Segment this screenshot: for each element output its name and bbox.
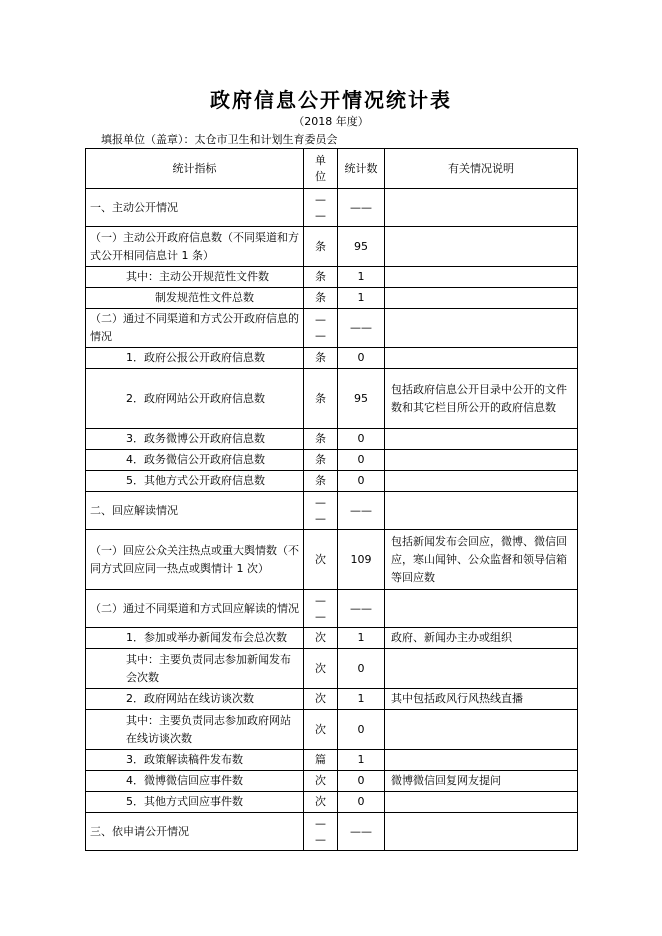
table-row xyxy=(86,492,578,530)
indicator-cell: 5．其他方式公开政府信息数 xyxy=(86,471,304,492)
indicator-cell: （二）通过不同渠道和方式公开政府信息的情况 xyxy=(86,309,304,348)
header-count: 统计数 xyxy=(338,149,385,189)
table-row xyxy=(86,267,578,288)
table-row xyxy=(86,309,578,348)
table-row xyxy=(86,813,578,851)
note-cell xyxy=(385,471,578,492)
page-title: 政府信息公开情况统计表 xyxy=(210,88,452,112)
note-cell xyxy=(385,450,578,471)
table-row xyxy=(86,530,578,590)
table-row xyxy=(86,369,578,429)
header-unit-label: 单 位 xyxy=(315,153,326,183)
indicator-cell: 其中：主要负责同志参加新闻发布会次数 xyxy=(86,649,304,689)
unit-cell: 次 xyxy=(304,530,338,590)
unit-cell: — — xyxy=(304,590,338,628)
table-row xyxy=(86,750,578,771)
table-row xyxy=(86,471,578,492)
table-row xyxy=(86,288,578,309)
table-header-row xyxy=(86,149,578,189)
note-cell: 政府、新闻办主办或组织 xyxy=(385,628,578,649)
count-cell: 0 xyxy=(338,348,385,369)
table-row xyxy=(86,771,578,792)
table-row xyxy=(86,429,578,450)
note-cell xyxy=(385,309,578,348)
indicator-cell: 3．政策解读稿件发布数 xyxy=(86,750,304,771)
unit-cell: 次 xyxy=(304,649,338,689)
indicator-cell: 2．政府网站公开政府信息数 xyxy=(86,369,304,429)
note-cell xyxy=(385,227,578,267)
unit-cell: 条 xyxy=(304,267,338,288)
unit-cell: 条 xyxy=(304,288,338,309)
count-cell: —— xyxy=(338,813,385,851)
note-cell: 微博微信回复网友提问 xyxy=(385,771,578,792)
indicator-cell: 4．微博微信回应事件数 xyxy=(86,771,304,792)
statistics-table xyxy=(85,148,578,851)
unit-cell: 篇 xyxy=(304,750,338,771)
table-row xyxy=(86,227,578,267)
indicator-cell: 1．参加或举办新闻发布会总次数 xyxy=(86,628,304,649)
note-cell: 包括政府信息公开目录中公开的文件数和其它栏目所公开的政府信息数 xyxy=(385,369,578,429)
unit-cell: 条 xyxy=(304,429,338,450)
unit-cell: 条 xyxy=(304,348,338,369)
count-cell: —— xyxy=(338,189,385,227)
unit-cell: 次 xyxy=(304,771,338,792)
header-unit xyxy=(304,149,338,189)
indicator-cell: 2．政府网站在线访谈次数 xyxy=(86,689,304,710)
header-indicator: 统计指标 xyxy=(86,149,304,189)
count-cell: —— xyxy=(338,492,385,530)
count-cell: 95 xyxy=(338,369,385,429)
note-cell xyxy=(385,649,578,689)
count-cell: 0 xyxy=(338,471,385,492)
unit-cell: — — xyxy=(304,492,338,530)
unit-cell: 次 xyxy=(304,710,338,750)
unit-cell: 次 xyxy=(304,628,338,649)
note-cell xyxy=(385,590,578,628)
count-cell: 0 xyxy=(338,450,385,471)
count-cell: 0 xyxy=(338,429,385,450)
unit-cell: — — xyxy=(304,813,338,851)
indicator-cell: 其中：主动公开规范性文件数 xyxy=(86,267,304,288)
indicator-cell: （二）通过不同渠道和方式回应解读的情况 xyxy=(86,590,304,628)
unit-cell: 条 xyxy=(304,450,338,471)
count-cell: 1 xyxy=(338,750,385,771)
note-cell: 包括新闻发布会回应，微博、微信回应，寒山闻钟、公众监督和领导信箱等回应数 xyxy=(385,530,578,590)
note-cell xyxy=(385,710,578,750)
count-cell: 0 xyxy=(338,771,385,792)
indicator-cell: 一、主动公开情况 xyxy=(86,189,304,227)
note-cell xyxy=(385,492,578,530)
note-cell xyxy=(385,750,578,771)
unit-cell: 次 xyxy=(304,792,338,813)
count-cell: 95 xyxy=(338,227,385,267)
count-cell: 1 xyxy=(338,267,385,288)
report-year: （2018 年度） xyxy=(293,115,369,128)
table-row xyxy=(86,710,578,750)
indicator-cell: 5．其他方式回应事件数 xyxy=(86,792,304,813)
table-row xyxy=(86,590,578,628)
indicator-cell: 二、回应解读情况 xyxy=(86,492,304,530)
count-cell: 0 xyxy=(338,710,385,750)
indicator-cell: 1．政府公报公开政府信息数 xyxy=(86,348,304,369)
indicator-cell: （一）回应公众关注热点或重大舆情数（不同方式回应同一热点或舆情计 1 次） xyxy=(86,530,304,590)
unit-cell: — — xyxy=(304,189,338,227)
indicator-cell: 3．政务微博公开政府信息数 xyxy=(86,429,304,450)
note-cell xyxy=(385,429,578,450)
table-row xyxy=(86,450,578,471)
indicator-cell: 制发规范性文件总数 xyxy=(86,288,304,309)
count-cell: —— xyxy=(338,590,385,628)
table-row xyxy=(86,689,578,710)
unit-cell: 条 xyxy=(304,471,338,492)
count-cell: 0 xyxy=(338,649,385,689)
count-cell: 1 xyxy=(338,288,385,309)
note-cell: 其中包括政风行风热线直播 xyxy=(385,689,578,710)
unit-cell: 条 xyxy=(304,369,338,429)
table-body xyxy=(86,189,578,851)
table-row xyxy=(86,649,578,689)
note-cell xyxy=(385,288,578,309)
table-row xyxy=(86,189,578,227)
indicator-cell: 4．政务微信公开政府信息数 xyxy=(86,450,304,471)
count-cell: 1 xyxy=(338,689,385,710)
note-cell xyxy=(385,267,578,288)
count-cell: 1 xyxy=(338,628,385,649)
header-note: 有关情况说明 xyxy=(385,149,578,189)
table-row xyxy=(86,792,578,813)
unit-cell: 次 xyxy=(304,689,338,710)
indicator-cell: （一）主动公开政府信息数（不同渠道和方式公开相同信息计 1 条） xyxy=(86,227,304,267)
unit-cell: 条 xyxy=(304,227,338,267)
table-row xyxy=(86,628,578,649)
note-cell xyxy=(385,189,578,227)
indicator-cell: 三、依申请公开情况 xyxy=(86,813,304,851)
reporting-unit: 填报单位（盖章）：太仓市卫生和计划生育委员会 xyxy=(101,133,338,146)
indicator-cell: 其中：主要负责同志参加政府网站在线访谈次数 xyxy=(86,710,304,750)
note-cell xyxy=(385,813,578,851)
count-cell: 0 xyxy=(338,792,385,813)
unit-cell: — — xyxy=(304,309,338,348)
note-cell xyxy=(385,792,578,813)
count-cell: 109 xyxy=(338,530,385,590)
count-cell: —— xyxy=(338,309,385,348)
table-row xyxy=(86,348,578,369)
note-cell xyxy=(385,348,578,369)
